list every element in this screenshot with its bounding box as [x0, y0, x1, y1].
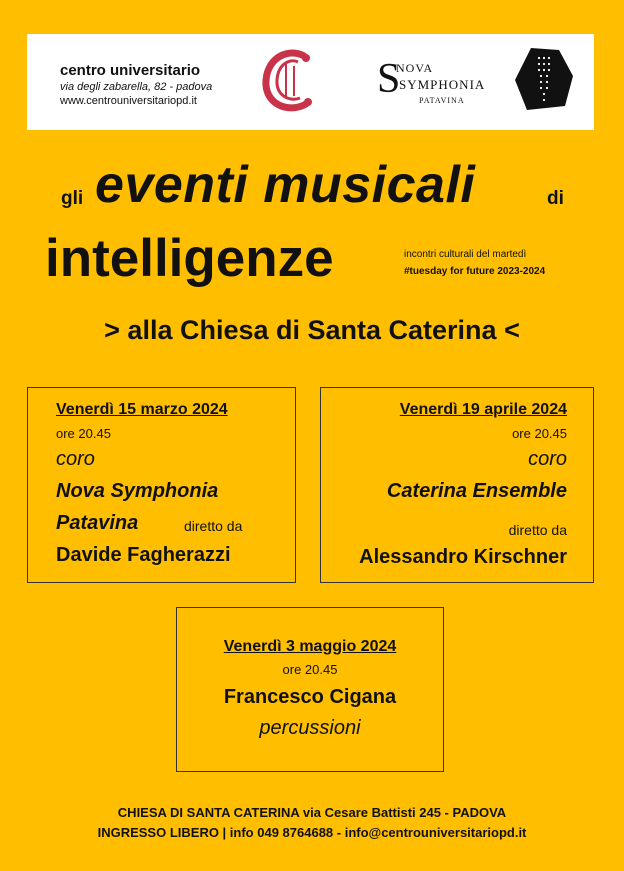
event-type: coro [56, 448, 95, 470]
org-block [60, 62, 212, 108]
event-card-1 [27, 387, 296, 583]
event-time: ore 20.45 [282, 662, 338, 677]
hexagon-logo-icon [513, 46, 575, 112]
instrument-label: percussioni [259, 717, 361, 739]
nsp-line3: PATAVINA [419, 96, 465, 105]
event-date: Venerdì 15 marzo 2024 [56, 401, 228, 418]
subtitle-series: incontri culturali del martedì [404, 249, 527, 260]
event-time: ore 20.45 [56, 426, 111, 441]
title-prefix: gli [61, 188, 84, 209]
org-address: via degli zabarella, 82 - padova [60, 81, 213, 93]
ensemble-name-line1: Nova Symphonia [56, 480, 219, 502]
caterina-logo-icon [260, 46, 318, 116]
event-date: Venerdì 19 aprile 2024 [399, 401, 567, 418]
nsp-line1: NOVA [396, 61, 434, 75]
nova-symphonia-logo [377, 50, 487, 114]
directed-by-label: diretto da [184, 518, 243, 534]
title-main: eventi musicali [95, 156, 476, 214]
footer-contact: INGRESSO LIBERO | info 049 8764688 - info@centrouniversitariopd.it [97, 825, 527, 840]
org-name: centro universitario [60, 62, 201, 79]
conductor-name: Alessandro Kirschner [359, 546, 567, 568]
title-suffix: di [547, 188, 564, 209]
venue-heading: > alla Chiesa di Santa Caterina < [104, 315, 520, 345]
ensemble-name: Caterina Ensemble [386, 480, 567, 502]
nsp-line2: SYMPHONIA [399, 77, 486, 92]
ensemble-name-line2: Patavina [56, 512, 139, 534]
performer-name: Francesco Cigana [223, 686, 397, 708]
event-date: Venerdì 3 maggio 2024 [223, 638, 397, 655]
title-line2: intelligenze [45, 229, 334, 288]
event-time: ore 20.45 [512, 426, 567, 441]
nsp-s-glyph-icon: S [377, 56, 401, 102]
event-type: coro [528, 448, 567, 470]
directed-by-label: diretto da [508, 522, 567, 538]
header-banner [27, 34, 594, 130]
event-card-2 [320, 387, 594, 583]
org-website[interactable]: www.centrouniversitariopd.it [60, 95, 197, 107]
footer-address: CHIESA DI SANTA CATERINA via Cesare Battisti 245 - PADOVA [117, 805, 507, 820]
subtitle-hashtag: #tuesday for future 2023-2024 [404, 266, 546, 277]
event-card-3 [176, 607, 444, 772]
conductor-name: Davide Fagherazzi [56, 544, 231, 566]
